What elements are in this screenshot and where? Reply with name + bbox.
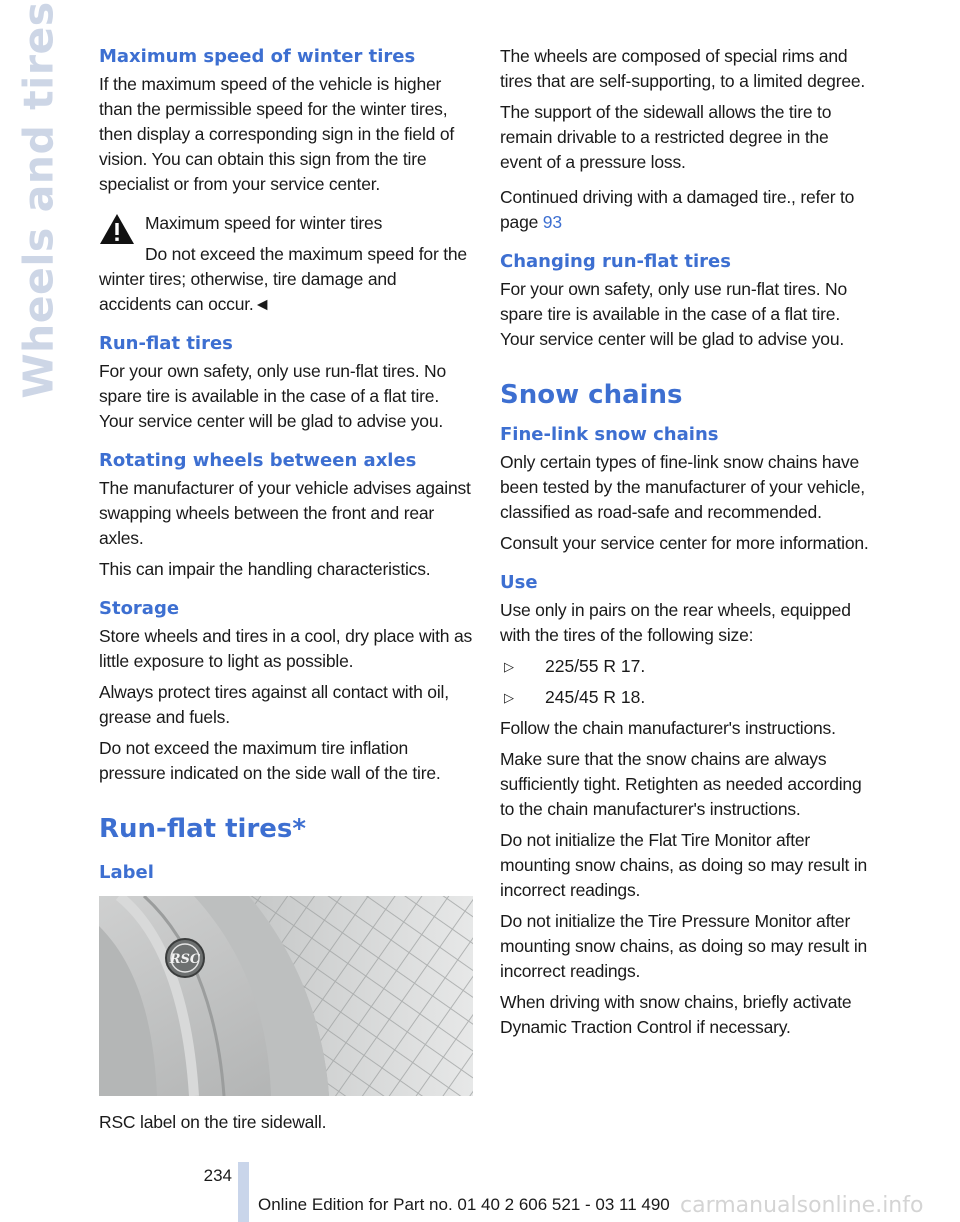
para-storage-1: Store wheels and tires in a cool, dry place with as little exposure to light as possible. [99,626,473,671]
warning-body-text: Do not exceed the maximum speed for the winter tires; otherwise, tire damage and accidents can occur.◄ [99,244,467,314]
left-column [99,40,473,1141]
para-max-speed: If the maximum speed of the vehicle is higher than the permissible speed for the winter tires, then display a corresponding sign in the field of vision. You can obtain this sign from the tire specialist or from your service center. [99,74,455,194]
para-use-1: Use only in pairs on the rear wheels, equipped with the tires of the following size: [500,600,851,645]
rsc-logo-text: RSC [169,952,201,967]
list-item-text: 245/45 R 18. [545,687,646,707]
list-item [500,685,874,710]
tire-illustration [99,896,473,1096]
para-wheels-2: The support of the sidewall allows the tire to remain drivable to a restricted degree in the event of a pressure loss. [500,102,832,172]
para-run-flat: For your own safety, only use run-flat tires. No spare tire is available in the case of a flat tire. Your service center will be glad to advise you. [99,361,447,431]
triangle-right-icon: ▷ [504,690,514,705]
side-tab-chapter [14,1,64,399]
continued-text: Continued driving with a damaged tire., refer to page [500,187,855,232]
section-snow-chains: Snow chains [500,380,683,410]
para-use-4: Do not initialize the Flat Tire Monitor after mounting snow chains, as doing so may result in incorrect readings. [500,830,868,900]
list-item-text: 225/55 R 17. [545,656,646,676]
para-rotating-2: This can impair the handling characteristics. [99,559,431,579]
section-run-flat-tires: Run-flat tires* [99,814,306,844]
tire-size-list [500,654,874,710]
page-reference-link[interactable]: 93 [542,212,562,232]
page-number: 234 [203,1166,232,1185]
figure-rsc-tire [99,896,473,1096]
heading-max-speed-winter: Maximum speed of winter tires [99,46,416,67]
para-continued-driving [500,185,874,235]
warning-title: Maximum speed for winter tires [145,213,383,233]
para-fine-link-1: Only certain types of fine-link snow chains have been tested by the manufacturer of your vehicle, classified as road-safe and recommended. [500,452,865,522]
footer-edition: Online Edition for Part no. 01 40 2 606 521 - 03 11 490 [258,1195,670,1214]
para-use-3: Make sure that the snow chains are always sufficiently tight. Retighten as needed according to the chain manufacturer's instructions. [500,749,862,819]
side-tab-label: Wheels and tires [15,1,64,399]
right-column [500,44,874,1046]
para-wheels-1: The wheels are composed of special rims and tires that are self-supporting, to a limited degree. [500,46,866,91]
heading-rotating-wheels: Rotating wheels between axles [99,450,417,471]
triangle-right-icon: ▷ [504,659,514,674]
heading-label: Label [99,862,154,883]
para-storage-2: Always protect tires against all contact with oil, grease and fuels. [99,682,449,727]
footer-bar [238,1162,249,1222]
para-use-6: When driving with snow chains, briefly activate Dynamic Traction Control if necessary. [500,992,852,1037]
para-fine-link-2: Consult your service center for more information. [500,533,869,553]
heading-run-flat: Run-flat tires [99,333,233,354]
heading-storage: Storage [99,598,180,619]
para-use-2: Follow the chain manufacturer's instructions. [500,718,836,738]
para-use-5: Do not initialize the Tire Pressure Monitor after mounting snow chains, as doing so may result in incorrect readings. [500,911,868,981]
heading-changing-run-flat: Changing run-flat tires [500,251,731,272]
watermark: carmanualsonline.info [680,1193,924,1218]
para-changing: For your own safety, only use run-flat tires. No spare tire is available in the case of a flat tire. Your service center will be glad to advise you. [500,279,848,349]
para-storage-3: Do not exceed the maximum tire inflation pressure indicated on the side wall of the tire. [99,738,441,783]
para-rotating-1: The manufacturer of your vehicle advises against swapping wheels between the front and rear axles. [99,478,471,548]
warning-box [99,211,473,317]
list-item [500,654,874,679]
heading-use: Use [500,572,538,593]
warning-triangle-icon [99,213,135,245]
warning-body [99,242,473,317]
heading-fine-link: Fine-link snow chains [500,424,719,445]
figure-caption: RSC label on the tire sidewall. [99,1112,327,1132]
